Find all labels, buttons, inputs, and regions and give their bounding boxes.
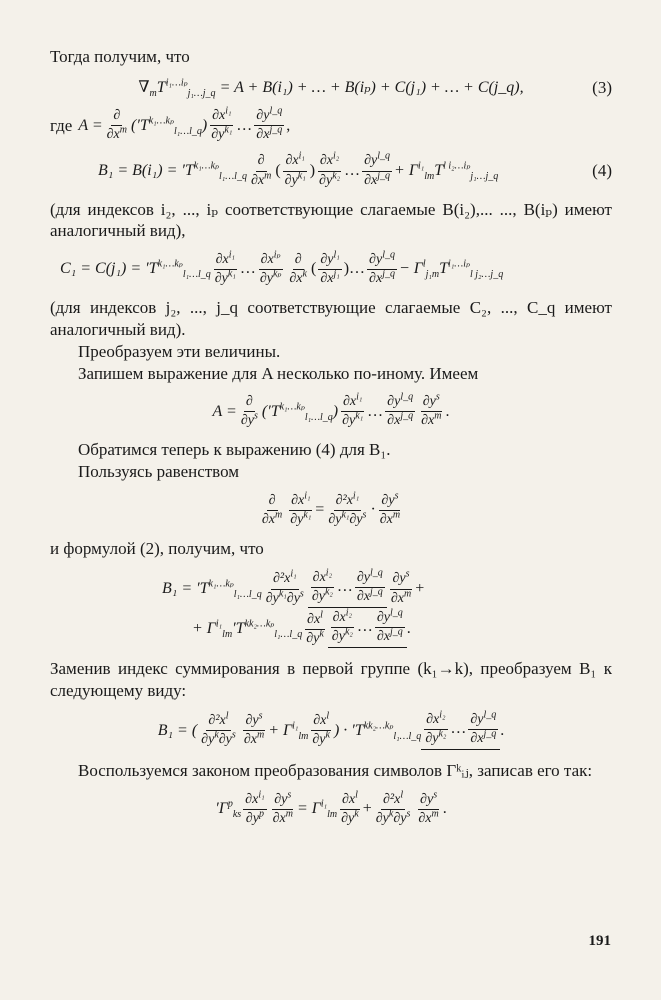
equation-b1-line1: $B_1 = 'T^{k_1\dots k_p}_{l_1\dots l\_q}$ $\frac{\partial^2x^{i_1}}{\partial y^{k_1}\partial y^s}$ $\frac{\partial x^{i_2}}{\partial y^{k_2}}$ … $\frac{\partial y^{l\_q}}{\partial x^{j\_q}}$ $\frac{\partial y^s}{\partial x^m}$ + — [50, 570, 612, 608]
equation-a-rewritten: A = $\frac{\partial}{\partial y^s}$ $('T^{k_1\dots k_p}_{l_1\dots l\_q})$ $\frac{\partial x^{i_1}}{\partial y^{k_1}}$ … $\frac{\partial y^{l\_q}}{\partial x^{j\_q}}$ $\frac{\partial y^s}{\partial x^m}$ . — [212, 391, 450, 429]
using-text: Пользуясь равенством — [78, 462, 240, 482]
transform-text: Преобразуем эти величины. — [78, 341, 281, 361]
equation-a: где A = $\frac{\partial}{\partial x^m}$ $('T^{k_1\dots k_p}_{l_1\dots l\_q})$ $\frac{\partial x^{i_1}}{\partial y^{k_1}}$ … $\frac{\partial y^{l\_q}}{\partial x^{j\_q}}$ , — [50, 105, 291, 143]
rewrite-text: Запишем выражение для A несколько по-иному. Имеем — [78, 363, 479, 383]
equation-3-number: (3) — [592, 78, 612, 98]
where-label: где — [50, 115, 73, 135]
equation-4: $B_1 = B(i_1) = 'T^{k_1\dots k_p}_{l_1\dots l\_q}$ $\frac{\partial}{\partial x^m}$ ( $\frac{\partial x^{i_1}}{\partial y^{k_1}}$ ) $\frac{\partial x^{i_2}}{\partial y^{k_2}}$ … $\frac{\partial y^{l\_q}}{\partial x^{j\_q}}$ + $\Gamma^{i_1}_{lm}T^{l i_2\dots i_p}_{j_1\dots j\_q}$ (4) — [98, 150, 612, 188]
page-number: 191 — [588, 933, 611, 949]
equation-4-number: (4) — [592, 161, 612, 181]
note-c-text: (для индексов j₂, ..., j_q соответствующие слагаемые C₂, ..., C_q имеют аналогичный вид). — [50, 298, 612, 340]
equation-chain-rule: $\frac{\partial}{\partial x^m}$ $\frac{\partial x^{i_1}}{\partial y^{k_1}}$ = $\frac{\partial^2x^{i_1}}{\partial y^{k_1}\partial y^s}$ · $\frac{\partial y^s}{\partial x^m}$ — [261, 490, 401, 528]
equation-c1: $C_1 = C(j_1) = 'T^{k_1\dots k_p}_{l_1\dots l\_q}$ $\frac{\partial x^{i_1}}{\partial y^{k_1}}$ … $\frac{\partial x^{i_p}}{\partial y^{k_p}}$ $\frac{\partial}{\partial x^k}$ ( $\frac{\partial y^{l_1}}{\partial x^{j_1}}$ ) … $\frac{\partial y^{l\_q}}{\partial x^{j\_q}}$ − $\Gamma^l_{j_1m}T^{i_1\dots i_p}_{l j_2\dots j\_q}$ — [60, 249, 504, 287]
replace-text: Заменив индекс суммирования в первой группе (k₁→k), преобразуем B₁ к следующему виду: — [50, 659, 612, 701]
turn-text: Обратимся теперь к выражению (4) для B₁. — [78, 440, 391, 460]
page-content — [50, 46, 612, 837]
equation-b1-grouped: B₁ = ( $\frac{\partial^2x^l}{\partial y^k\partial y^s}$ $\frac{\partial y^s}{\partial x^m}$ + $\Gamma^{i_1}_{lm}$ $\frac{\partial x^l}{\partial y^k}$ ) · $'T^{kk_2\dots k_p}_{l_1\dots l\_q}$ $\frac{\partial x^{i_2}}{\partial y^{k_2}}$ … $\frac{\partial y^{l\_q}}{\partial x^{j\_q}}$ . — [50, 712, 612, 750]
law-text: Воспользуемся законом преобразования символов Γᵏᵢⱼ, записав его так: — [78, 760, 593, 780]
formula2-text: и формулой (2), получим, что — [50, 539, 264, 559]
equation-transformation-law: $'\Gamma^p_{ks}$ $\frac{\partial x^{i_1}}{\partial y^p}$ $\frac{\partial y^s}{\partial x^m}$ = $\Gamma^{i_1}_{lm}$ $\frac{\partial x^l}{\partial y^k}$ + $\frac{\partial^2x^l}{\partial y^k\partial y^s}$ $\frac{\partial y^s}{\partial x^m}$ . — [215, 789, 447, 826]
intro-text: Тогда получим, что — [50, 47, 190, 66]
equation-b1-line2: + $\Gamma^{i_1}_{lm}'T^{kk_2\dots k_p}_{l_1\dots l\_q}$ $\frac{\partial x^l}{\partial y^k}$ $\frac{\partial x^{i_2}}{\partial y^{k_2}}$ … $\frac{\partial y^{l\_q}}{\partial x^{j\_q}}$ . — [50, 610, 612, 648]
equation-3: $\nabla_mT^{i_1\dots i_p}_{j_1\dots j\_q} = A + B(i_1)$ + … + B(iₚ) + C(j₁) + … + C(j_q), (3) — [138, 77, 612, 99]
note-b-text: (для индексов i₂, ..., iₚ соответствующие слагаемые B(i₂),... ..., B(iₚ) имеют аналогичный вид), — [50, 199, 612, 241]
